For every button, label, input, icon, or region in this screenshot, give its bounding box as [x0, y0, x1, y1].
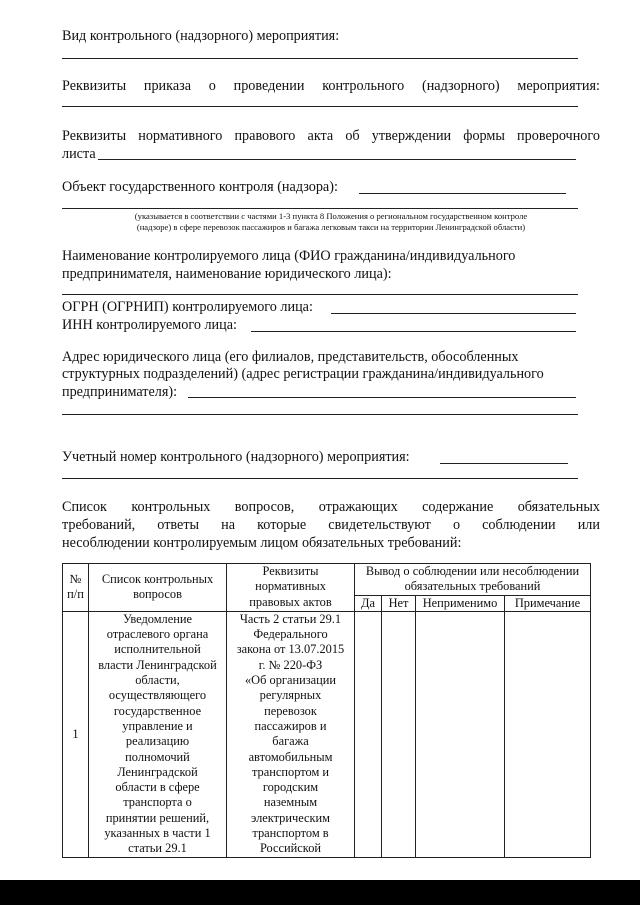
inspection-type-fill-line[interactable]	[62, 58, 578, 59]
cell-note[interactable]	[505, 611, 591, 857]
control-object-label: Объект государственного контроля (надзора):	[62, 179, 338, 195]
controlled-person-name-label-line2: предпринимателя, наименование юридического лица):	[62, 266, 392, 282]
header-yes: Да	[355, 595, 382, 611]
legal-act-label-line2: листа	[62, 146, 96, 162]
header-number: № п/п	[63, 564, 89, 612]
control-object-note: (указывается в соответствии с частями 1-3 пункта 8 Положения о региональном государственном контроле (надзоре) в сфере перевозок пассажиров и багажа легковым такси на территории Ленинградской области)	[134, 211, 528, 232]
ogrn-fill-line[interactable]	[331, 313, 576, 314]
controlled-person-name-label: Наименование контролируемого лица (ФИО гражданина/индивидуального	[62, 248, 516, 264]
checklist-intro-line3: несоблюдении контролируемым лицом обязательных требований:	[62, 535, 462, 551]
order-details-label: Реквизиты приказа о проведении контрольного (надзорного) мероприятия:	[62, 78, 600, 94]
inspection-type-label: Вид контрольного (надзорного) мероприятия:	[62, 28, 340, 44]
registration-number-fill-line[interactable]	[440, 463, 568, 464]
address-label-line3: предпринимателя):	[62, 384, 178, 400]
header-note: Примечание	[505, 595, 591, 611]
cell-no[interactable]	[382, 611, 416, 857]
header-questions: Список контрольных вопросов	[89, 564, 227, 612]
order-details-fill-line[interactable]	[62, 106, 578, 107]
row-question: Уведомление отраслевого органа исполнительной власти Ленинградской области, осуществляющего государственное управление и реализацию полномочий Ленинградской области в сфере транспорта о принятии решений, указанных в части 1 статьи 29.1	[89, 611, 227, 857]
address-fill-line[interactable]	[188, 397, 576, 398]
registration-number-fill-line-2[interactable]	[62, 478, 578, 479]
inn-fill-line[interactable]	[251, 331, 576, 332]
header-requisites: Реквизиты нормативных правовых актов	[227, 564, 355, 612]
legal-act-label: Реквизиты нормативного правового акта об утверждении формы проверочного	[62, 128, 600, 144]
checklist-table	[62, 563, 590, 858]
control-object-fill-line-2[interactable]	[62, 208, 578, 209]
address-fill-line-2[interactable]	[62, 414, 578, 415]
row-requisites: Часть 2 статьи 29.1 Федерального закона от 13.07.2015 г. № 220-ФЗ «Об организации регулярных перевозок пассажиров и багажа автомобильным транспортом и городским наземным электрическим транспортом в Российской	[227, 611, 355, 857]
registration-number-label: Учетный номер контрольного (надзорного) мероприятия:	[62, 449, 410, 465]
cell-not-applicable[interactable]	[416, 611, 505, 857]
checklist-intro: Список контрольных вопросов, отражающих содержание обязательных	[62, 499, 600, 515]
checklist-intro-line2: требований, ответы на которые свидетельствуют о соблюдении или	[62, 517, 600, 533]
table-row	[63, 611, 591, 857]
row-number: 1	[63, 611, 89, 857]
address-label: Адрес юридического лица (его филиалов, представительств, обособленных	[62, 349, 519, 365]
control-object-fill-line[interactable]	[359, 193, 566, 194]
controlled-person-name-fill-line[interactable]	[62, 294, 578, 295]
inn-label: ИНН контролируемого лица:	[62, 317, 237, 333]
header-no: Нет	[382, 595, 416, 611]
ogrn-label: ОГРН (ОГРНИП) контролируемого лица:	[62, 299, 313, 315]
header-conclusion: Вывод о соблюдении или несоблюдении обязательных требований	[355, 564, 591, 596]
scan-bottom-edge	[0, 880, 640, 905]
header-not-applicable: Неприменимо	[416, 595, 505, 611]
cell-yes[interactable]	[355, 611, 382, 857]
legal-act-fill-line[interactable]	[98, 159, 576, 160]
address-label-line2: структурных подразделений) (адрес регистрации гражданина/индивидуального	[62, 366, 544, 382]
